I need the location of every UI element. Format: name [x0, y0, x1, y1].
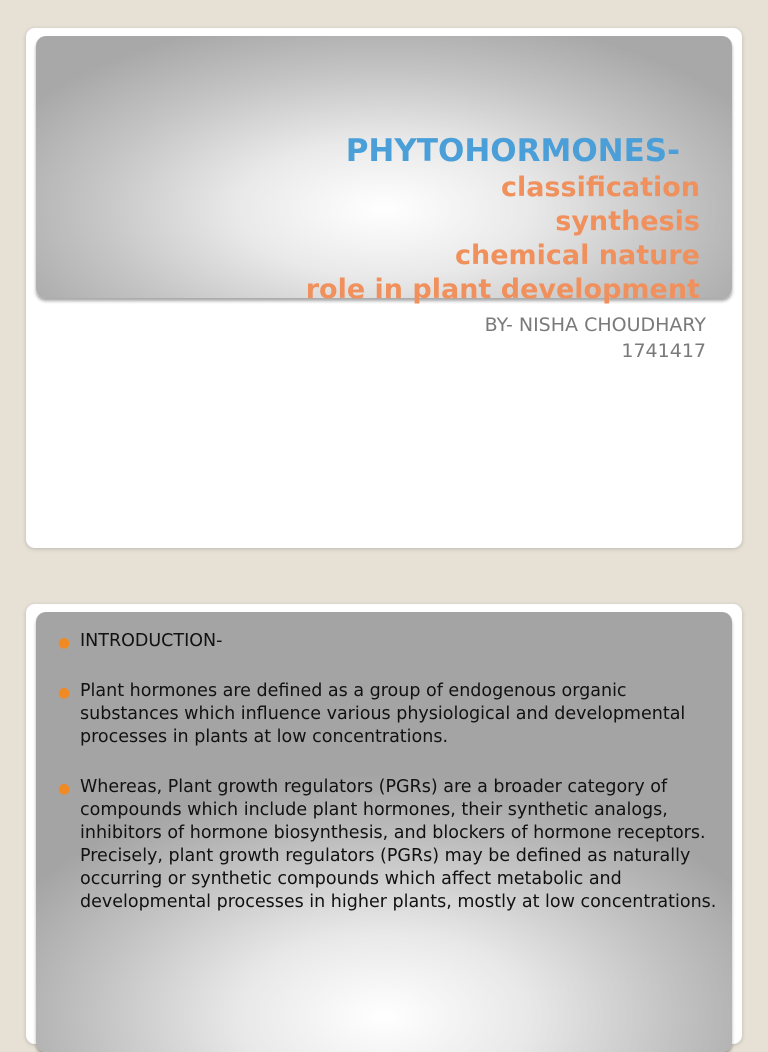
subtitle-synthesis: synthesis: [555, 206, 700, 237]
bullet-item: [58, 776, 724, 914]
bullet-text: INTRODUCTION-: [80, 631, 223, 651]
bullet-dot-icon: ●: [58, 635, 71, 651]
subtitle-chemical-nature: chemical nature: [454, 240, 700, 271]
subtitle-role: role in plant development: [305, 274, 700, 305]
bullet-text: Whereas, Plant growth regulators (PGRs) are a broader category of compounds which include plant hormones, their synthetic analogs, inhibitors of hormone biosynthesis, and blockers of hormone receptors. Precisely, plant growth regulators (PGRs) may be defined as naturally occurring or synthetic compounds which affect metabolic and developmental processes in higher plants, mostly at low concentrations.: [80, 777, 717, 912]
introduction-slide: [26, 604, 742, 1044]
bullet-list: [58, 630, 724, 941]
title-block: [306, 131, 700, 307]
title-panel: [36, 36, 732, 305]
bullet-item: [58, 680, 724, 749]
author-block: [485, 312, 706, 364]
content-panel: [36, 612, 732, 1052]
author-name: BY- NISHA CHOUDHARY: [484, 314, 706, 336]
roll-number: 1741417: [621, 340, 706, 362]
slide-title: PHYTOHORMONES-: [345, 133, 680, 169]
title-slide: [26, 28, 742, 548]
bullet-dot-icon: ●: [58, 685, 71, 701]
bullet-dot-icon: ●: [58, 781, 71, 797]
bullet-item: [58, 630, 724, 653]
subtitle-classification: classification: [500, 172, 700, 203]
bullet-text: Plant hormones are defined as a group of endogenous organic substances which influence various physiological and developmental processes in plants at low concentrations.: [80, 681, 686, 747]
